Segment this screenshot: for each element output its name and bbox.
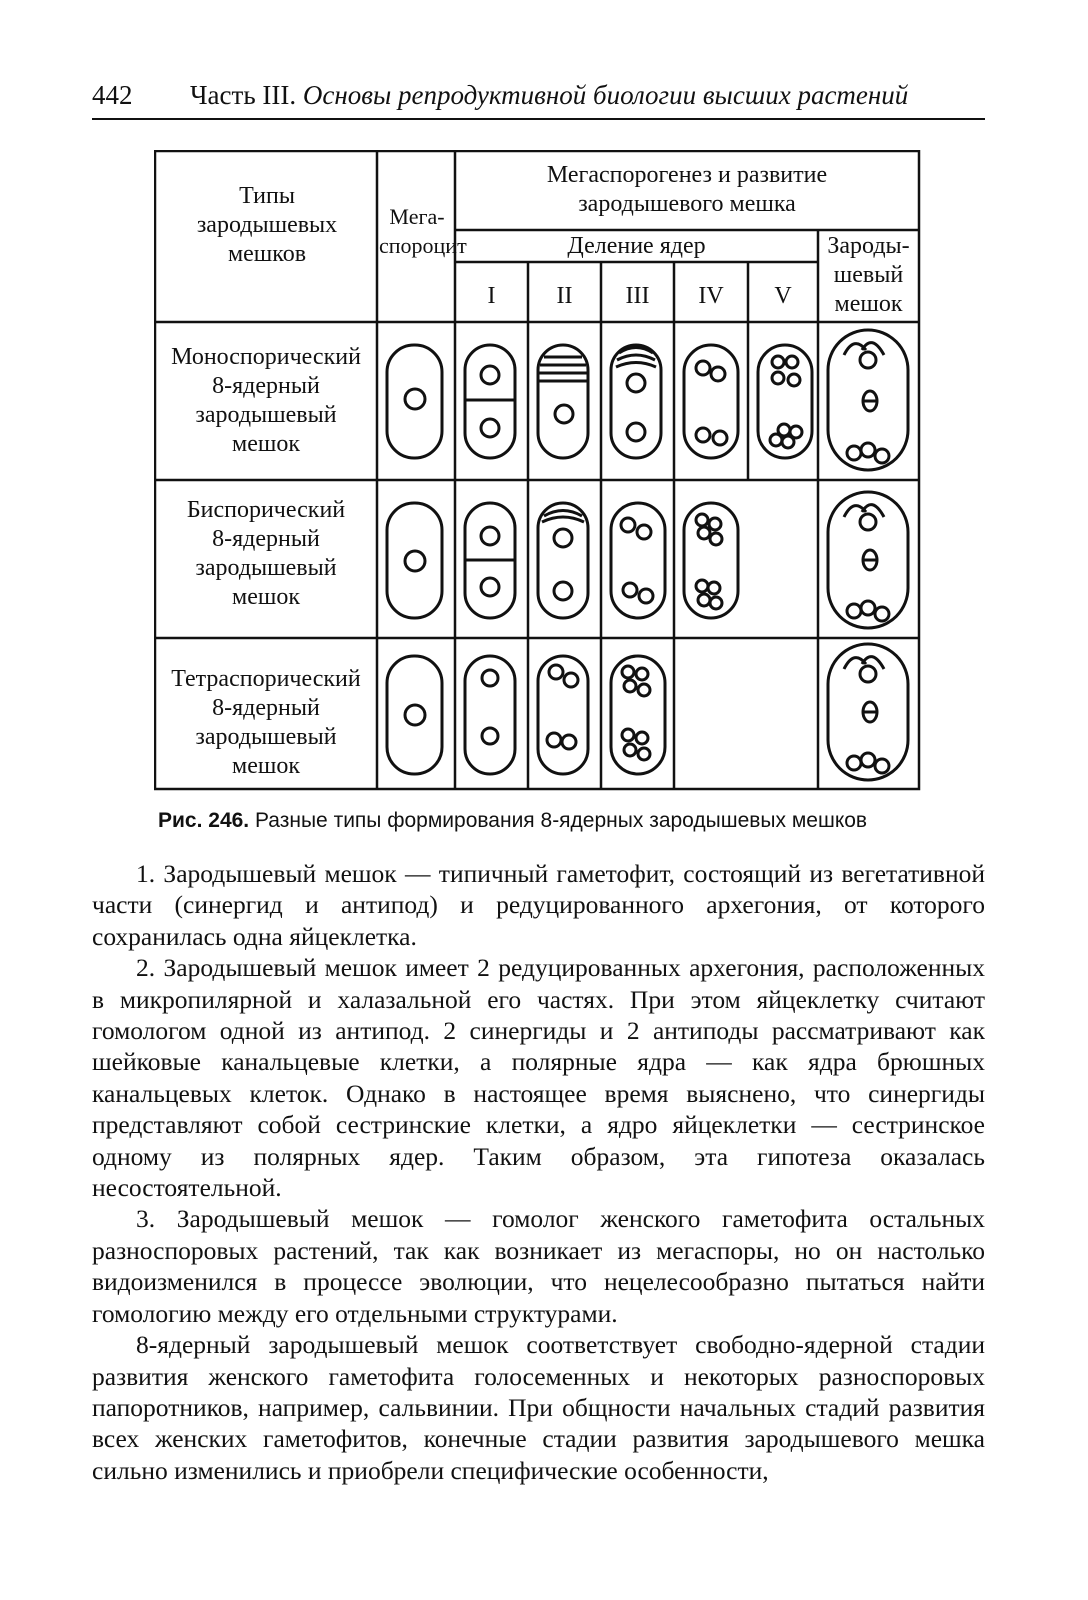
paragraph-1: 1. Зародышевый мешок — типичный гаметофит, состоящий из вегетативной части (синергид и антипод) и редуцированного архегония, от которого сохранилась одна яйцеклетка. xyxy=(92,859,985,951)
book-title: Основы репродуктивной биологии высших растений xyxy=(302,80,909,110)
col-megasporocyte-header: Мега- спороцит xyxy=(379,204,467,258)
stage-IV: IV xyxy=(698,283,724,309)
four-nucleate-cell xyxy=(684,345,738,458)
figure-caption xyxy=(158,809,918,833)
paragraph-2: 2. Зародышевый мешок имеет 2 редуцированных архегония, расположенных в микропилярной и халазальной его частях. При этом яйцеклетку считают гомологом одной из антипод. 2 синергиды и 2 антиподы рассматривают как шейковые канальцевые клетки, а полярные ядра — как ядра брюшных канальцевых клеток. Однако в настоящее время выяснено, что синергиды представляют собой сестринские клетки, а ядро яйцеклетки — сестринское одному из полярных ядер. Таким образом, эта гипотеза оказалась несостоятельной. xyxy=(92,953,985,1203)
page-number: 442 xyxy=(92,80,133,110)
tetrad-cell xyxy=(538,345,588,458)
figure-caption-text: Разные типы формирования 8-ядерных зародышевых мешков xyxy=(254,809,868,832)
paragraph-3: 3. Зародышевый мешок — гомолог женского гаметофита остальных разноспоровых растений, так как возникает из мегаспоры, но он настолько видоизменился в процессе эволюции, что нецелесообразно пытаться найти гомологию между его отдельными структурами. xyxy=(92,1204,985,1328)
row1-cells xyxy=(387,330,908,470)
stage-I: I xyxy=(487,283,496,309)
part-label: Часть III. xyxy=(190,80,297,110)
row-monosporic-label: Моноспорический 8-ядерный зародышевый мешок xyxy=(171,344,361,457)
nuclear-division-header: Деление ядер xyxy=(567,233,706,259)
figure-246 xyxy=(154,150,924,795)
megasporocyte-cell xyxy=(387,345,442,458)
embryo-sac-header: Зароды- шевый мешок xyxy=(827,233,910,317)
row-bisporic-label: Биспорический 8-ядерный зародышевый мешок xyxy=(186,497,346,610)
figure-label: Рис. 246. xyxy=(158,809,250,832)
running-title xyxy=(190,80,908,111)
stage-II: II xyxy=(556,283,573,309)
stage-III: III xyxy=(625,283,650,309)
running-header xyxy=(92,74,985,120)
row3-cells xyxy=(387,644,908,780)
paragraph-4: 8-ядерный зародышевый мешок соответствует свободно-ядерной стадии развития женского гаметофита голосеменных и некоторых разноспоровых папоротников, например, сальвинии. При общности начальных стадий развития всех женских гаметофитов, конечные стадии развития зародышевого мешка сильно изменились и приобрели специфические особенности, xyxy=(92,1330,985,1485)
stage-V: V xyxy=(774,283,792,309)
megasporogenesis-header: Мегаспорогенез и развитие зародышевого мешка xyxy=(546,162,828,217)
row-tetrasporic-label: Тетраспорический 8-ядерный зародышевый мешок xyxy=(171,666,361,779)
row2-cells xyxy=(387,492,908,628)
body-text xyxy=(92,858,985,1486)
col-types-header: Типы зародышевых мешков xyxy=(196,183,338,267)
